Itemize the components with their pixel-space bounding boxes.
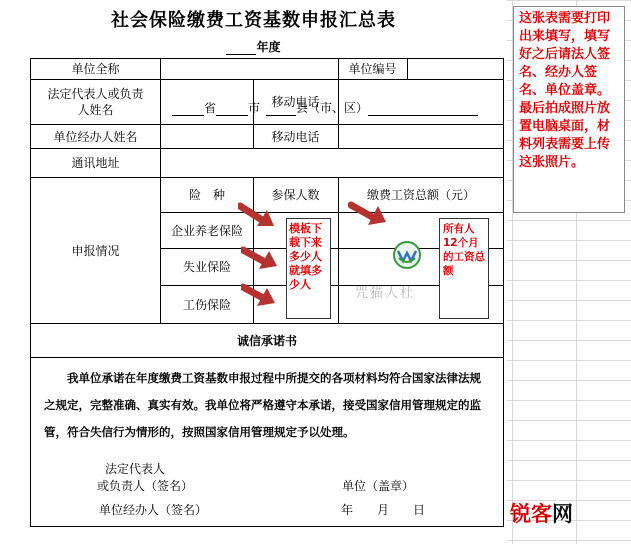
street-blank[interactable] bbox=[368, 103, 478, 116]
instruction-note: 这张表需要打印出来填写，填写好之后请法人签名、经办人签名、单位盖章。最后拍成照片放置电脑桌面，材料列表需要上传这张照片。 bbox=[513, 6, 625, 213]
row-unemployment: 失业保险 bbox=[182, 260, 231, 274]
row-line bbox=[31, 357, 503, 358]
unit-number-label: 单位编号 bbox=[348, 62, 397, 76]
unit-name-field[interactable] bbox=[161, 59, 338, 79]
col-type-header: 险 种 bbox=[188, 188, 225, 202]
year-line bbox=[0, 38, 507, 55]
arrow-icon bbox=[241, 244, 281, 272]
legal-rep-label: 法定代表人或负责人姓名 bbox=[47, 87, 144, 117]
county-blank[interactable] bbox=[266, 103, 296, 116]
year-blank bbox=[226, 43, 256, 55]
arrow-icon bbox=[238, 200, 278, 230]
row-pension: 企业养老保险 bbox=[170, 223, 243, 238]
year-label: 年度 bbox=[256, 40, 281, 54]
handler-label: 单位经办人姓名 bbox=[53, 129, 138, 144]
pledge-text: 我单位承诺在年度缴费工资基数申报过程中所提交的各项材料均符合国家法律法规之规定，完整准确、真实有效。我单位将严格遵守本承诺，接受国家信用管理规定的监管，符合失信行为情形的，按照国家信用管理规定予以处理。 bbox=[44, 371, 481, 439]
sign-date: 年 月 日 bbox=[340, 503, 425, 517]
sign-handler: 单位经办人（签名） bbox=[98, 503, 207, 517]
address-label: 通讯地址 bbox=[71, 156, 120, 170]
address-line bbox=[172, 99, 478, 116]
handler-field[interactable] bbox=[161, 125, 253, 148]
address-province: 省 bbox=[204, 101, 217, 115]
col-count-header: 参保人数 bbox=[271, 188, 320, 202]
declaration-label: 申报情况 bbox=[71, 243, 120, 258]
watermark: 咒猫人杜 bbox=[355, 286, 416, 301]
mobile-label-1: 移动电话 bbox=[271, 95, 320, 109]
address-city: 市 bbox=[248, 101, 261, 115]
social-security-logo-icon bbox=[392, 240, 422, 270]
address-county: 县（市、区） bbox=[296, 101, 369, 115]
sign-unit: 单位（盖章） bbox=[341, 479, 414, 493]
row-injury: 工伤保险 bbox=[182, 297, 231, 312]
sign-legal-line2: 或负责人（签名） bbox=[96, 479, 193, 493]
col-base-header: 缴费工资总额（元） bbox=[366, 188, 475, 202]
mobile-label-2: 移动电话 bbox=[271, 129, 320, 144]
unit-name-label: 单位全称 bbox=[71, 62, 120, 76]
wage-annotation: 所有人12个月的工资总额 bbox=[439, 218, 489, 319]
unit-number-field[interactable] bbox=[408, 59, 503, 79]
form-title: 社会保险缴费工资基数申报汇总表 bbox=[111, 10, 396, 31]
arrow-icon bbox=[348, 200, 390, 228]
count-annotation: 模板下载下来多少人就填多少人 bbox=[286, 218, 331, 319]
city-blank[interactable] bbox=[216, 103, 248, 116]
brand-logo: 锐客网 bbox=[510, 502, 573, 526]
pledge-title: 诚信承诺书 bbox=[236, 333, 297, 348]
handler-mobile-field[interactable] bbox=[339, 125, 503, 148]
arrow-icon bbox=[241, 283, 279, 309]
province-blank[interactable] bbox=[172, 103, 204, 116]
sign-legal-line1: 法定代表人 bbox=[104, 462, 165, 476]
